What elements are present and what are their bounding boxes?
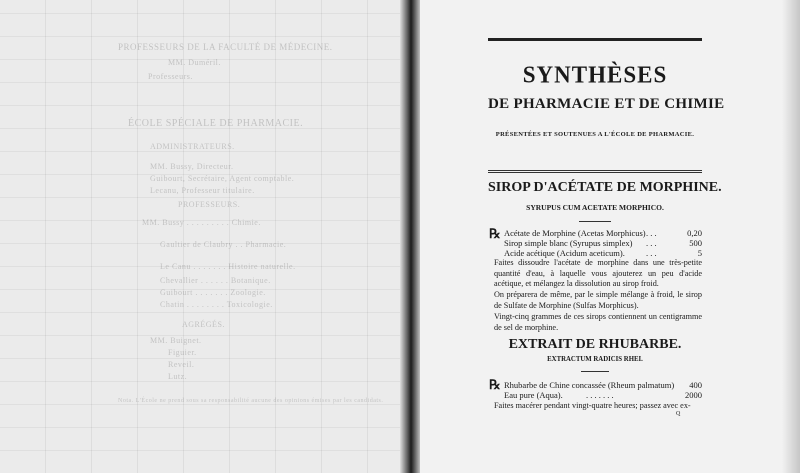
ingredient-dots: . . . . . . . bbox=[586, 390, 614, 400]
ghost-text: ADMINISTRATEURS. bbox=[150, 142, 235, 151]
ghost-text: Chatin . . . . . . . . Toxicologie. bbox=[160, 300, 273, 309]
signature-mark: Q bbox=[676, 411, 681, 417]
ingredient-dots: . . . bbox=[646, 248, 657, 258]
ghost-text: Guibourt . . . . . . . Zoologie. bbox=[160, 288, 266, 297]
sirop-paragraph: Faites dissoudre l'acétate de morphine dans une très-petite quantité d'eau, à laquelle vous ajouterez un peu d'acide acétique, et mélangez la dissolution au sirop froid. bbox=[494, 258, 702, 288]
ingredient-value: 2000 bbox=[685, 390, 702, 400]
ingredient-name: Acide acétique (Acidum aceticum). bbox=[504, 248, 625, 258]
ghost-text: Lutz. bbox=[168, 372, 188, 381]
ghost-text: MM. Duméril. bbox=[168, 58, 221, 67]
short-rule bbox=[581, 371, 609, 372]
section-rule bbox=[488, 172, 702, 173]
page-subtitle: DE PHARMACIE ET DE CHIMIE bbox=[488, 96, 725, 112]
rx-symbol: ℞ bbox=[489, 226, 501, 241]
ingredient-value: 5 bbox=[697, 248, 702, 258]
presented-line: PRÉSENTÉES ET SOUTENUES A L'ÉCOLE DE PHARMACIE. bbox=[495, 131, 695, 138]
ghost-text: MM. Buignet. bbox=[150, 336, 202, 345]
ghost-text: Gaultier de Claubry . . Pharmacie. bbox=[160, 240, 287, 249]
page-title: SYNTHÈSES bbox=[522, 61, 668, 88]
extrait-title: EXTRAIT DE RHUBARBE. bbox=[508, 337, 682, 352]
ghost-text: AGRÉGÉS. bbox=[182, 320, 225, 329]
ghost-text: MM. Bussy . . . . . . . . . Chimie. bbox=[142, 218, 261, 227]
sirop-latin: SYRUPUS CUM ACETATE MORPHICO. bbox=[526, 203, 664, 212]
ingredient-dots: . . . bbox=[646, 228, 657, 238]
ghost-text: PROFESSEURS DE LA FACULTÉ DE MÉDECINE. bbox=[118, 42, 333, 52]
ingredient-value: 500 bbox=[689, 238, 702, 248]
ingredient-name: Sirop simple blanc (Syrupus simplex) bbox=[504, 238, 633, 248]
ghost-text: Chevallier . . . . . . Botanique. bbox=[160, 276, 271, 285]
ghost-text: Le Canu . . . . . . . Histoire naturelle. bbox=[160, 262, 296, 271]
ingredient-dots: . . . bbox=[646, 238, 657, 248]
ingredient-value: 0,20 bbox=[687, 228, 702, 238]
section-rule bbox=[488, 170, 702, 171]
book-gutter bbox=[400, 0, 422, 473]
short-rule bbox=[579, 221, 611, 222]
rx-symbol: ℞ bbox=[489, 377, 501, 392]
top-rule bbox=[488, 38, 702, 41]
ghost-text: Reveil. bbox=[168, 360, 195, 369]
sirop-title: SIROP D'ACÉTATE DE MORPHINE. bbox=[488, 180, 722, 195]
ingredient-name: Eau pure (Aqua). bbox=[504, 390, 563, 400]
sirop-paragraph: Vingt-cinq grammes de ces sirops contiennent un centigramme de sel de morphine. bbox=[494, 312, 702, 332]
ingredient-value: 400 bbox=[689, 380, 702, 390]
ghost-text: Lecanu, Professeur titulaire. bbox=[150, 186, 255, 195]
ghost-text: MM. Bussy, Directeur. bbox=[150, 162, 234, 171]
sirop-paragraph: On préparera de même, par le simple mélange à froid, le sirop de Sulfate de Morphine (Sulfas Morphicus). bbox=[494, 290, 702, 310]
ghost-text: Nota. L'École ne prend sous sa responsabilité aucune des opinions émises par les candidats. bbox=[118, 398, 384, 404]
ghost-text: PROFESSEURS. bbox=[178, 200, 241, 209]
ghost-text: Figuier. bbox=[168, 348, 197, 357]
ingredient-name: Acétate de Morphine (Acetas Morphicus) bbox=[504, 228, 646, 238]
ghost-text: Professeurs. bbox=[148, 72, 193, 81]
ghost-text: Guibourt, Secrétaire, Agent comptable. bbox=[150, 174, 295, 183]
extrait-paragraph: Faites macérer pendant vingt-quatre heures; passez avec ex- bbox=[494, 401, 691, 410]
ingredient-name: Rhubarbe de Chine concassée (Rheum palmatum) bbox=[504, 380, 675, 390]
extrait-latin: EXTRACTUM RADICIS RHEI. bbox=[547, 356, 643, 363]
ghost-text: ÉCOLE SPÉCIALE DE PHARMACIE. bbox=[128, 118, 304, 129]
